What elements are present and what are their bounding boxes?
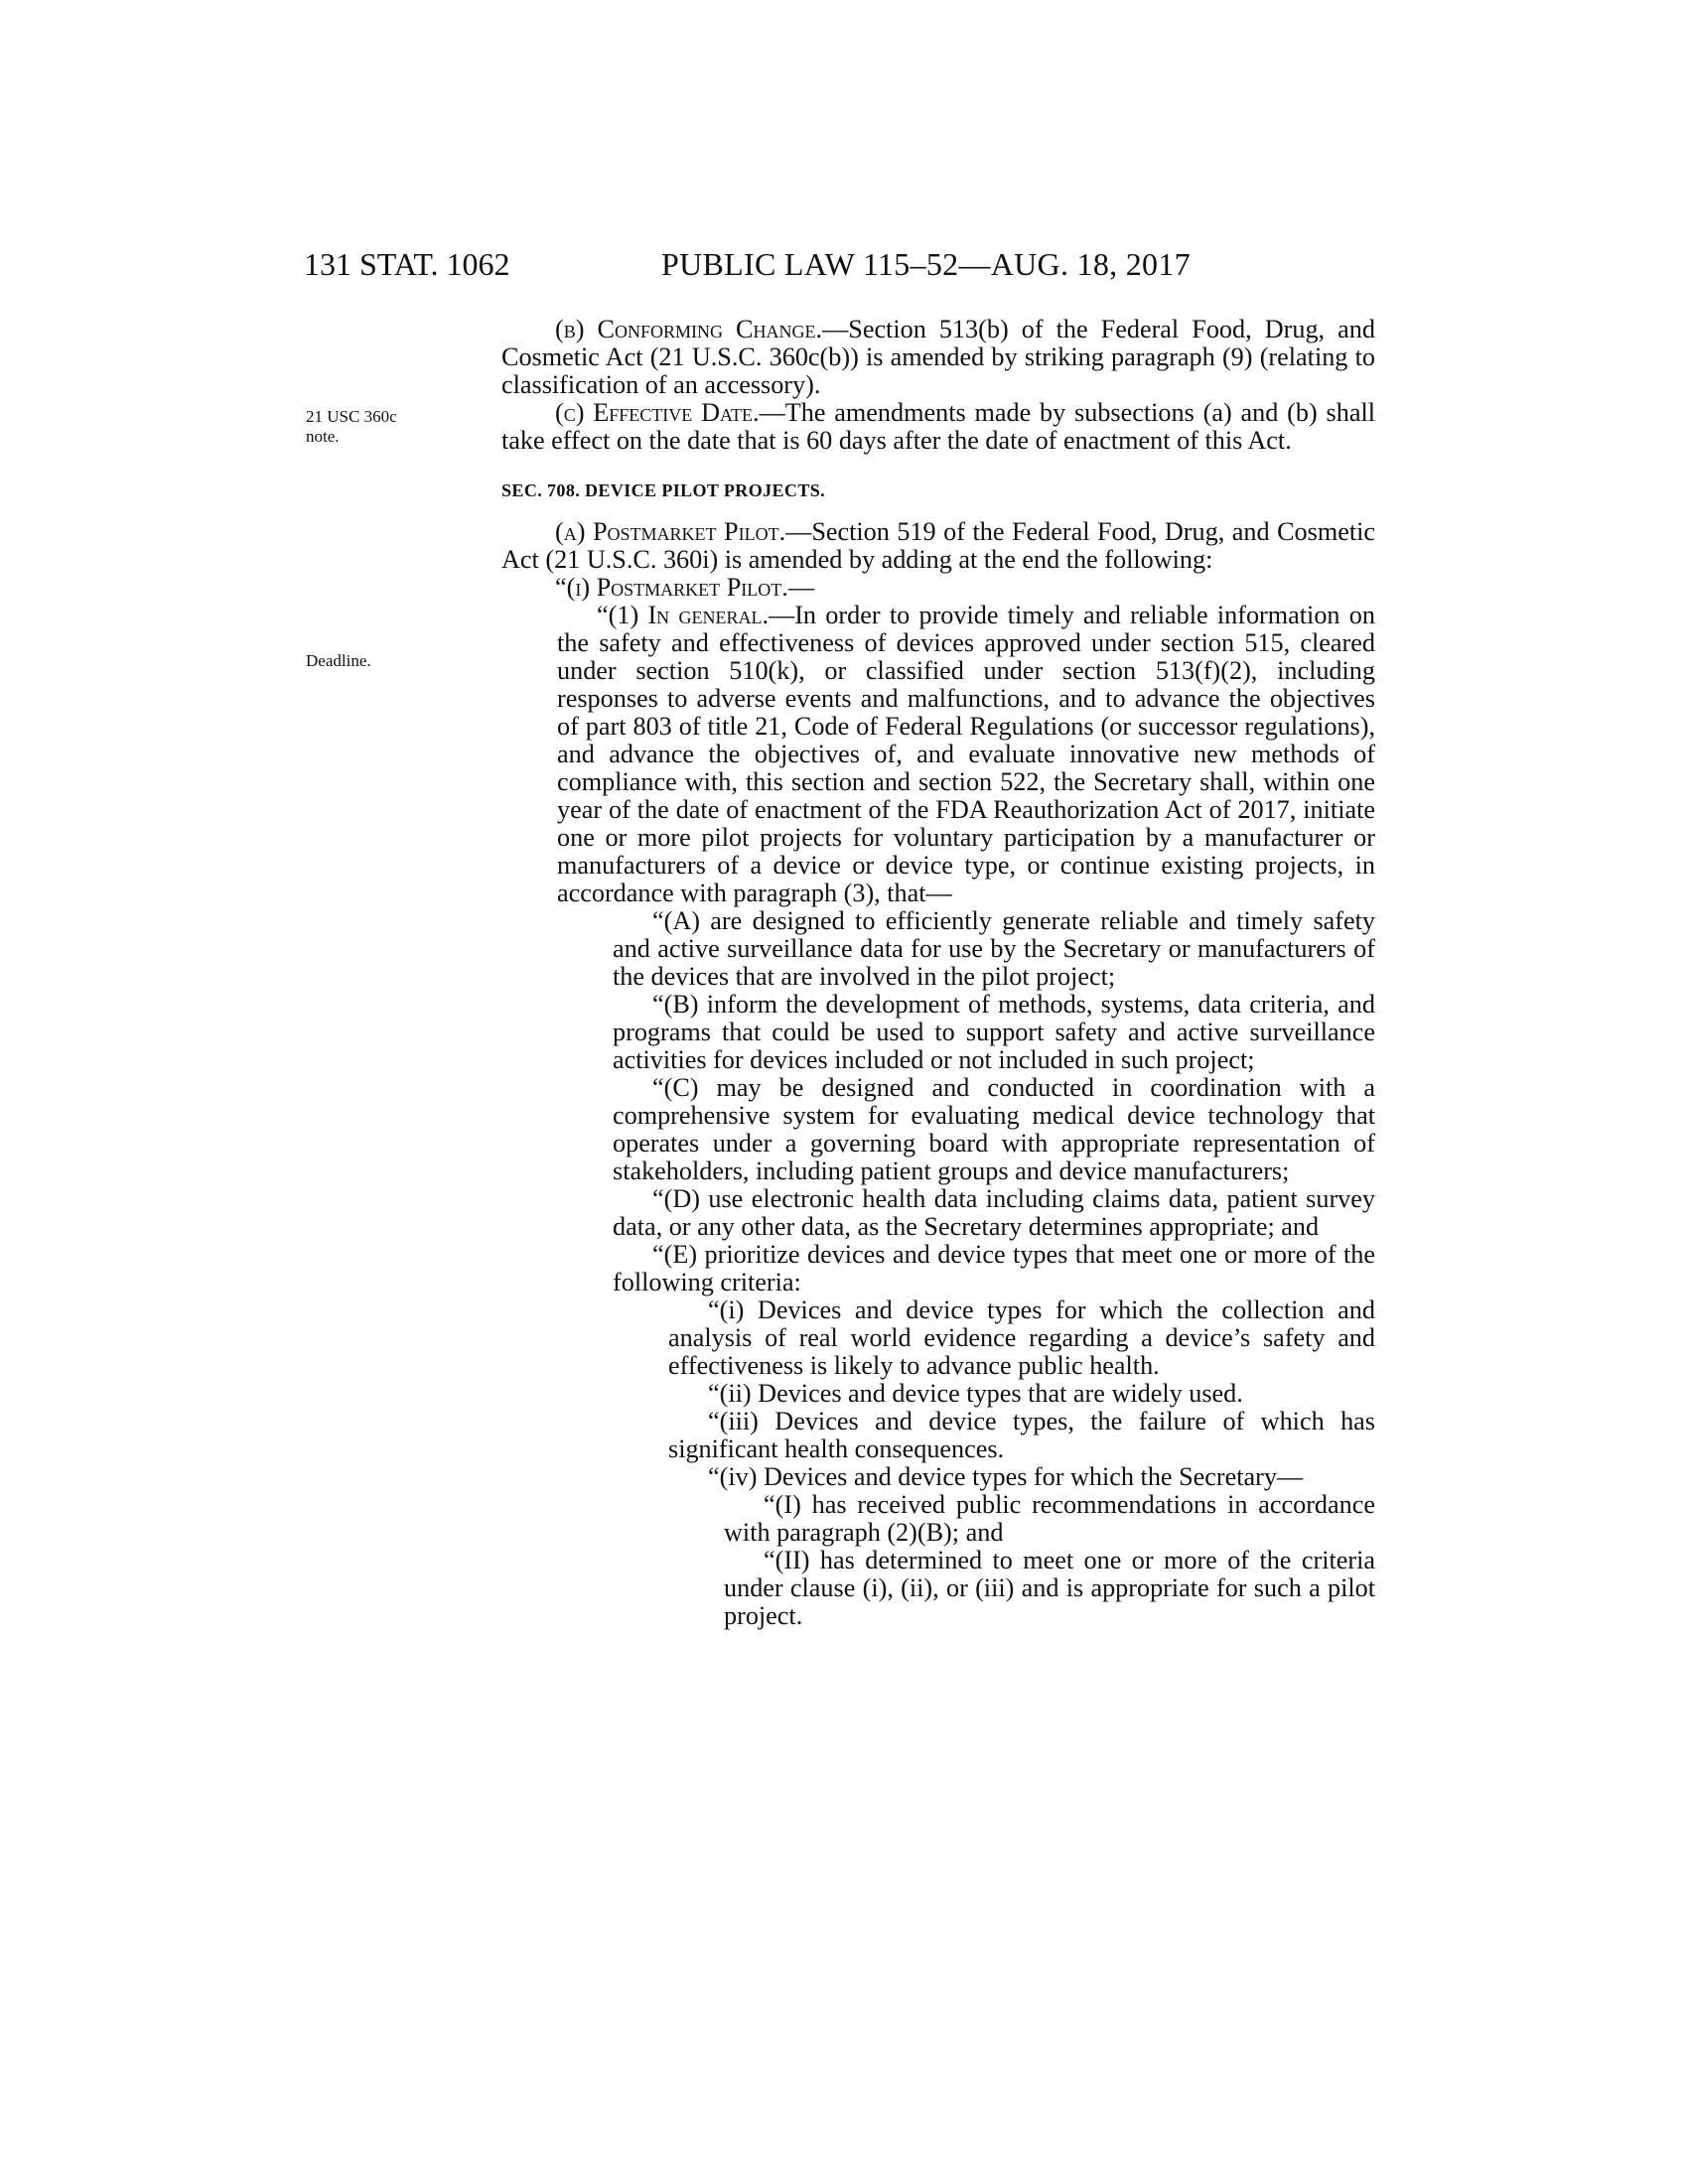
subparagraph-D: “(D) use electronic health data including claims data, patient survey data, or any other data, as the Secretary determines appropriate; and xyxy=(613,1184,1375,1241)
subparagraph-C: “(C) may be designed and conducted in coordination with a comprehensive system for evaluating medical device technology that operates under a governing board with appropriate representation of stakeholders, including patient groups and device manufacturers; xyxy=(613,1073,1375,1185)
document-body xyxy=(501,316,1375,1630)
section-heading: SEC. 708. DEVICE PILOT PROJECTS. xyxy=(501,480,826,500)
paragraph-1 xyxy=(557,602,1375,907)
public-law-title: PUBLIC LAW 115–52—AUG. 18, 2017 xyxy=(661,246,1191,282)
subclause-I: “(I) has received public recommendations in accordance with paragraph (2)(B); and xyxy=(724,1490,1375,1547)
paragraph-a-heading: (a) Postmarket Pilot. xyxy=(555,517,786,546)
paragraph-c-heading: (c) Effective Date. xyxy=(555,398,760,427)
subparagraph-B: “(B) inform the development of methods, systems, data criteria, and programs that could be used to support safety and active surveillance activities for devices included or not included in such project; xyxy=(613,990,1375,1074)
subsection-i xyxy=(501,574,1375,602)
paragraph-1-text: —In order to provide timely and reliable information on the safety and effectiveness of devices approved under section 515, cleared under section 510(k), or classified under section 513(f)(2), including responses to adverse events and malfunctions, and to advance the objectives of part 803 of title 21, Code of Federal Regulations (or successor regulations), and advance the objectives of, and evaluate innovative new methods of compliance with, this section and section 522, the Secretary shall, within one year of the date of enactment of the FDA Reauthorization Act of 2017, initiate one or more pilot projects for voluntary participation by a manufacturer or manufacturers of a device or device type, or continue existing projects, in accordance with paragraph (3), that— xyxy=(557,601,1375,907)
paragraph-a-text: —Section 519 of the Federal Food, Drug, and Cosmetic Act (21 U.S.C. 360i) is amended by adding at the end the following: xyxy=(501,517,1376,574)
subsection-i-heading: “(i) Postmarket Pilot. xyxy=(555,573,788,602)
paragraph-c-text: —The amendments made by subsections (a) and (b) shall take effect on the date that is 60 days after the date of enactment of this Act. xyxy=(501,398,1375,455)
subparagraph-E: “(E) prioritize devices and device types that meet one or more of the following criteria: xyxy=(613,1240,1375,1297)
clause-i: “(i) Devices and device types for which the collection and analysis of real world evidence regarding a device’s safety and effectiveness is likely to advance public health. xyxy=(668,1296,1375,1380)
clause-iv: “(iv) Devices and device types for which the Secretary— xyxy=(708,1462,1304,1491)
paragraph-1-heading: “(1) In general. xyxy=(597,601,769,629)
margin-note-usc: 21 USC 360c note. xyxy=(306,407,397,446)
page-header xyxy=(304,246,1370,290)
paragraph-b xyxy=(501,316,1375,399)
statute-page-number: 131 STAT. 1062 xyxy=(304,246,510,282)
clause-ii: “(ii) Devices and device types that are widely used. xyxy=(708,1379,1243,1408)
clause-iii: “(iii) Devices and device types, the failure of which has significant health consequences. xyxy=(668,1407,1375,1463)
paragraph-a xyxy=(501,518,1375,574)
subparagraph-A: “(A) are designed to efficiently generate reliable and timely safety and active surveillance data for use by the Secretary or manufacturers of the devices that are involved in the pilot project; xyxy=(613,906,1375,991)
subclause-II: “(II) has determined to meet one or more of the criteria under clause (i), (ii), or (iii) and is appropriate for such a pilot project. xyxy=(724,1546,1375,1630)
margin-note-deadline: Deadline. xyxy=(306,651,371,670)
subsection-i-text: — xyxy=(787,573,815,602)
paragraph-b-heading: (b) Conforming Change. xyxy=(555,315,823,343)
paragraph-b-text: —Section 513(b) of the Federal Food, Drug, and Cosmetic Act (21 U.S.C. 360c(b)) is amended by striking paragraph (9) (relating to classification of an accessory). xyxy=(501,315,1375,399)
paragraph-c xyxy=(501,399,1375,455)
